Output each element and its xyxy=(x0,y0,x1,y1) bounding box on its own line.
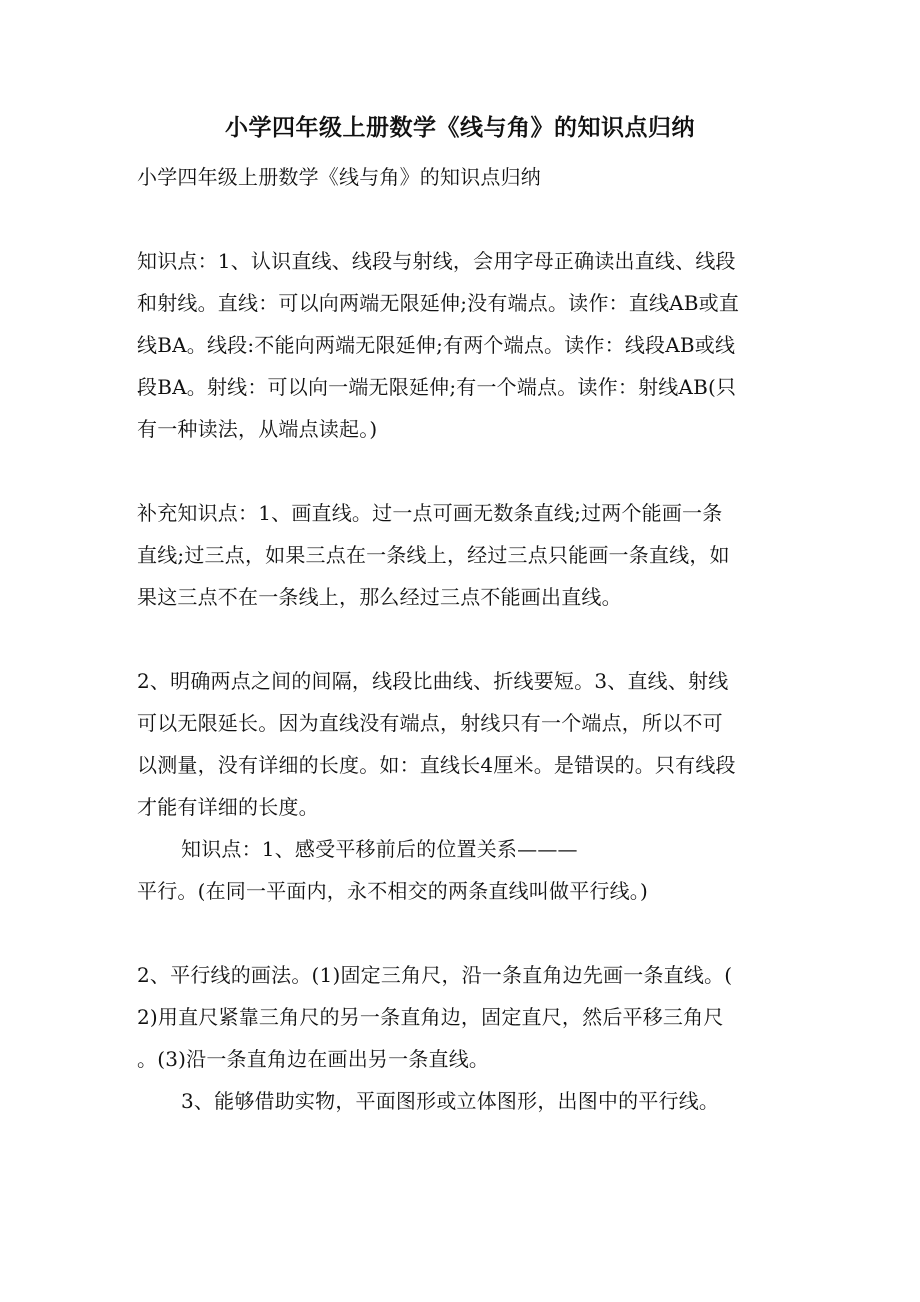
paragraph-1-line-4: 段BA。射线：可以向一端无限延伸;有一个端点。读作：射线AB(只 xyxy=(137,375,737,399)
document-title: 小学四年级上册数学《线与角》的知识点归纳 xyxy=(225,114,695,141)
paragraph-3-line-4: 才能有详细的长度。 xyxy=(137,795,319,819)
paragraph-2-line-2: 直线;过三点，如果三点在一条线上，经过三点只能画一条直线，如 xyxy=(137,543,730,567)
paragraph-3-line-6: 平行。(在同一平面内，永不相交的两条直线叫做平行线。) xyxy=(137,879,649,903)
paragraph-1 xyxy=(137,240,787,450)
paragraph-3-line-2: 可以无限延长。因为直线没有端点，射线只有一个端点，所以不可 xyxy=(137,711,723,735)
paragraph-2-line-3: 果这三点不在一条线上，那么经过三点不能画出直线。 xyxy=(137,585,622,609)
document-subtitle-block xyxy=(137,156,787,198)
document-subtitle: 小学四年级上册数学《线与角》的知识点归纳 xyxy=(137,165,541,189)
paragraph-4 xyxy=(137,954,787,1122)
paragraph-3-line-3: 以测量，没有详细的长度。如：直线长4厘米。是错误的。只有线段 xyxy=(137,753,736,777)
paragraph-4-line-3: 。(3)沿一条直角边在画出另一条直线。 xyxy=(137,1047,490,1071)
paragraph-3-line-5: 知识点：1、感受平移前后的位置关系——— xyxy=(181,837,578,861)
paragraph-2 xyxy=(137,492,787,618)
paragraph-4-line-2: 2)用直尺紧靠三角尺的另一条直角边，固定直尺，然后平移三角尺 xyxy=(137,1005,724,1029)
paragraph-4-line-4: 3、能够借助实物，平面图形或立体图形，出图中的平行线。 xyxy=(181,1089,720,1113)
paragraph-4-line-1: 2、平行线的画法。(1)固定三角尺，沿一条直角边先画一条直线。( xyxy=(137,963,733,987)
paragraph-1-line-3: 线BA。线段:不能向两端无限延伸;有两个端点。读作：线段AB或线 xyxy=(137,333,736,357)
paragraph-1-line-5: 有一种读法，从端点读起。) xyxy=(137,417,378,441)
paragraph-3 xyxy=(137,660,787,912)
paragraph-3-line-1: 2、明确两点之间的间隔，线段比曲线、折线要短。3、直线、射线 xyxy=(137,669,729,693)
paragraph-1-line-1: 知识点：1、认识直线、线段与射线，会用字母正确读出直线、线段 xyxy=(137,249,736,273)
paragraph-2-line-1: 补充知识点：1、画直线。过一点可画无数条直线;过两个能画一条 xyxy=(137,501,723,525)
paragraph-1-line-2: 和射线。直线：可以向两端无限延伸;没有端点。读作：直线AB或直 xyxy=(137,291,740,315)
